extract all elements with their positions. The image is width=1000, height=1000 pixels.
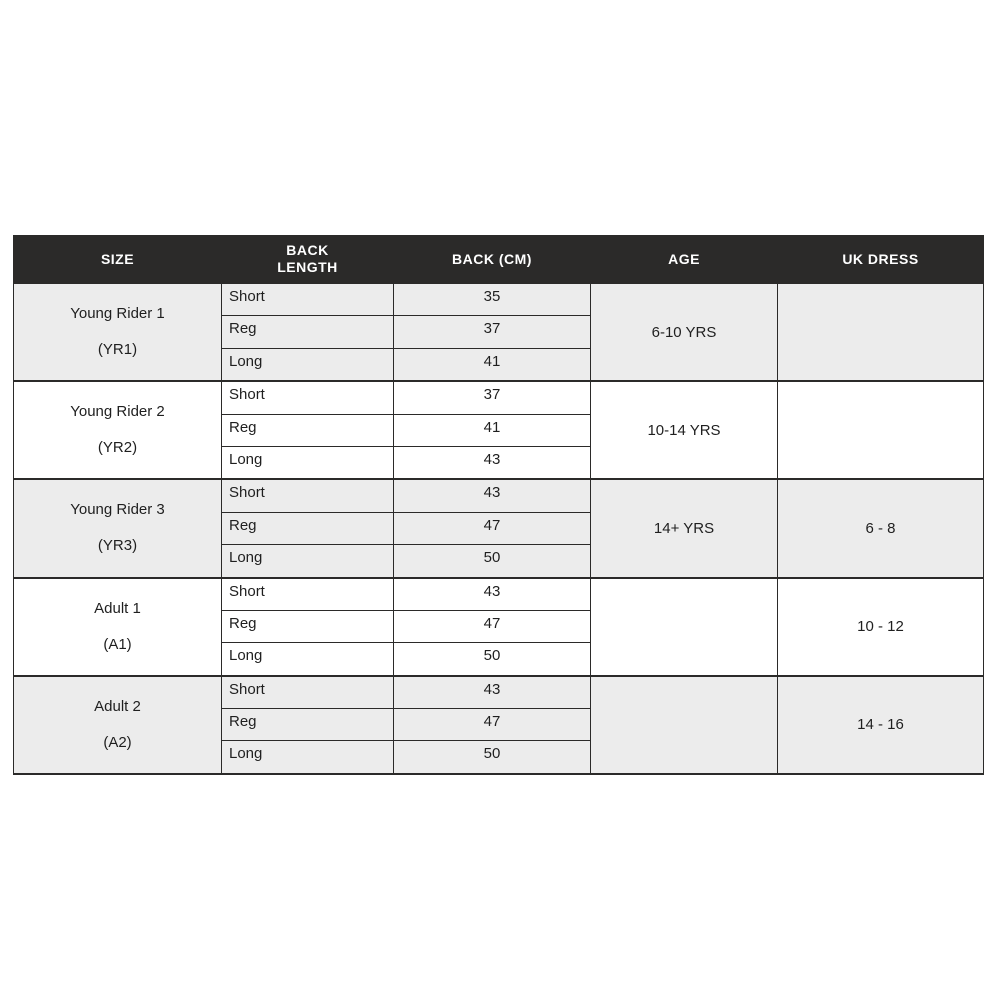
- table-header: [14, 236, 984, 284]
- back-cm-cell: 50: [394, 545, 591, 578]
- back-length-cell: Reg: [222, 414, 394, 446]
- uk-dress-cell: [778, 283, 984, 381]
- size-chart-table: [13, 235, 984, 775]
- back-length-cell: Reg: [222, 709, 394, 741]
- back-length-cell: Reg: [222, 512, 394, 544]
- size-name-cell: [14, 283, 222, 381]
- size-name-cell: [14, 381, 222, 479]
- table-row: [14, 381, 984, 414]
- header-back-length-line1: BACK: [286, 242, 329, 258]
- table-row: [14, 676, 984, 709]
- back-length-cell: Short: [222, 479, 394, 512]
- back-cm-cell: 43: [394, 578, 591, 611]
- back-length-cell: Short: [222, 283, 394, 316]
- size-name-cell: [14, 676, 222, 774]
- age-cell: 6-10 YRS: [591, 283, 778, 381]
- back-cm-cell: 47: [394, 512, 591, 544]
- size-group-a1: [14, 578, 984, 676]
- back-length-cell: Short: [222, 381, 394, 414]
- uk-dress-cell: [778, 381, 984, 479]
- table-row: [14, 578, 984, 611]
- back-cm-cell: 43: [394, 676, 591, 709]
- back-cm-cell: 50: [394, 741, 591, 774]
- size-name: Adult 2: [94, 697, 141, 715]
- back-cm-cell: 37: [394, 381, 591, 414]
- back-length-cell: Long: [222, 643, 394, 676]
- header-row: [14, 236, 984, 284]
- table-row: [14, 283, 984, 316]
- age-cell: 10-14 YRS: [591, 381, 778, 479]
- size-name: Young Rider 1: [70, 305, 165, 323]
- header-back-length-line2: LENGTH: [277, 259, 338, 275]
- header-uk-dress: UK DRESS: [778, 236, 984, 284]
- header-age: AGE: [591, 236, 778, 284]
- age-cell: [591, 676, 778, 774]
- back-length-cell: Long: [222, 545, 394, 578]
- back-length-cell: Long: [222, 446, 394, 479]
- size-name-cell: [14, 479, 222, 577]
- back-length-cell: Long: [222, 741, 394, 774]
- age-cell: [591, 578, 778, 676]
- back-length-cell: Long: [222, 348, 394, 381]
- uk-dress-cell: 14 - 16: [778, 676, 984, 774]
- header-size: SIZE: [14, 236, 222, 284]
- back-cm-cell: 50: [394, 643, 591, 676]
- size-name: Young Rider 3: [70, 501, 165, 519]
- back-cm-cell: 43: [394, 446, 591, 479]
- back-cm-cell: 43: [394, 479, 591, 512]
- size-code: (YR1): [97, 341, 138, 359]
- uk-dress-cell: 10 - 12: [778, 578, 984, 676]
- age-cell: 14+ YRS: [591, 479, 778, 577]
- size-group-yr3: [14, 479, 984, 577]
- uk-dress-cell: 6 - 8: [778, 479, 984, 577]
- back-length-cell: Reg: [222, 316, 394, 348]
- back-cm-cell: 47: [394, 709, 591, 741]
- size-name-cell: [14, 578, 222, 676]
- header-back-cm: BACK (CM): [394, 236, 591, 284]
- header-back-length: [222, 236, 394, 284]
- size-group-yr1: [14, 283, 984, 381]
- back-length-cell: Short: [222, 676, 394, 709]
- back-cm-cell: 37: [394, 316, 591, 348]
- size-code: (YR2): [97, 439, 138, 457]
- back-length-cell: Short: [222, 578, 394, 611]
- size-code: (YR3): [97, 537, 138, 555]
- back-cm-cell: 47: [394, 610, 591, 642]
- size-code: (A2): [103, 733, 132, 751]
- size-name: Young Rider 2: [70, 403, 165, 421]
- size-group-yr2: [14, 381, 984, 479]
- back-cm-cell: 41: [394, 348, 591, 381]
- back-cm-cell: 35: [394, 283, 591, 316]
- size-name: Adult 1: [94, 599, 141, 617]
- back-length-cell: Reg: [222, 610, 394, 642]
- size-code: (A1): [103, 635, 132, 653]
- table-row: [14, 479, 984, 512]
- back-cm-cell: 41: [394, 414, 591, 446]
- size-group-a2: [14, 676, 984, 774]
